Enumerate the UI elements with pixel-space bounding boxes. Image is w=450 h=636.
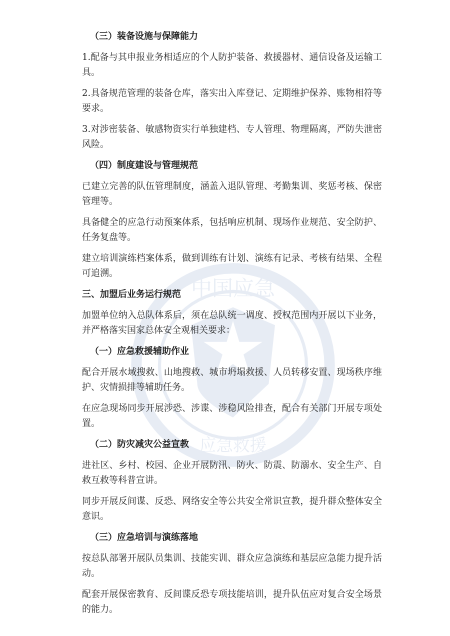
paragraph: 具备健全的应急行动预案体系，包括响应机制、现场作业规范、安全防护、任务复盘等。	[82, 218, 382, 243]
paragraph: 配套开展保密教育、反间谍反恐专项技能培训，提升队伍应对复合安全场景的能力。	[82, 590, 382, 615]
paragraph: 1.配备与其申报业务相适应的个人防护装备、救援器材、通信设备及运输工具。	[82, 53, 382, 78]
watermark-text-bottom: 应急救援	[199, 435, 267, 456]
document-body	[82, 30, 382, 624]
paragraph: 按总队部署开展队员集训、技能实训、群众应急演练和基层应急能力提升活动。	[82, 554, 382, 579]
paragraph: 已建立完善的队伍管理制度，涵盖入退队管理、考勤集训、奖惩考核、保密管理等。	[82, 182, 382, 207]
paragraph: 同步开展反间谍、反恐、网络安全等公共安全常识宣教，提升群众整体安全意识。	[82, 497, 382, 522]
paragraph: 2.具备规范管理的装备仓库，落实出入库登记、定期维护保养、账物相符等要求。	[82, 89, 382, 114]
section-heading: （一）应急救援辅助作业	[90, 347, 190, 357]
section-heading: （三）装备设施与保障能力	[90, 32, 199, 42]
watermark-text-top: 中国应急	[190, 276, 275, 301]
chapter-heading: 三、加盟后业务运行规范	[82, 290, 182, 300]
section-heading: （三）应急培训与演练落地	[90, 533, 199, 543]
paragraph: 配合开展水域搜救、山地搜救、城市坍塌救援、人员转移安置、现场秩序维护、灾情损排等辅助任务。	[82, 368, 382, 393]
section-heading: （四）制度建设与管理规范	[90, 161, 199, 171]
paragraph: 建立培训演练档案体系，做到训练有计划、演练有记录、考核有结果、全程可追溯。	[82, 254, 382, 279]
paragraph: 3.对涉密装备、敏感物资实行单独建档、专人管理、物理隔离，严防失泄密风险。	[82, 125, 382, 150]
paragraph: 在应急现场同步开展涉恐、涉谍、涉稳风险排查，配合有关部门开展专项处置。	[82, 404, 382, 429]
paragraph: 进社区、乡村、校园、企业开展防汛、防火、防震、防溺水、安全生产、自救互救等科普宣讲。	[82, 461, 382, 486]
paragraph: 加盟单位纳入总队体系后，须在总队统一调度、授权范围内开展以下业务，并严格落实国家总体安全观相关要求：	[82, 311, 382, 336]
section-heading: （二）防灾减灾公益宣教	[90, 440, 190, 450]
